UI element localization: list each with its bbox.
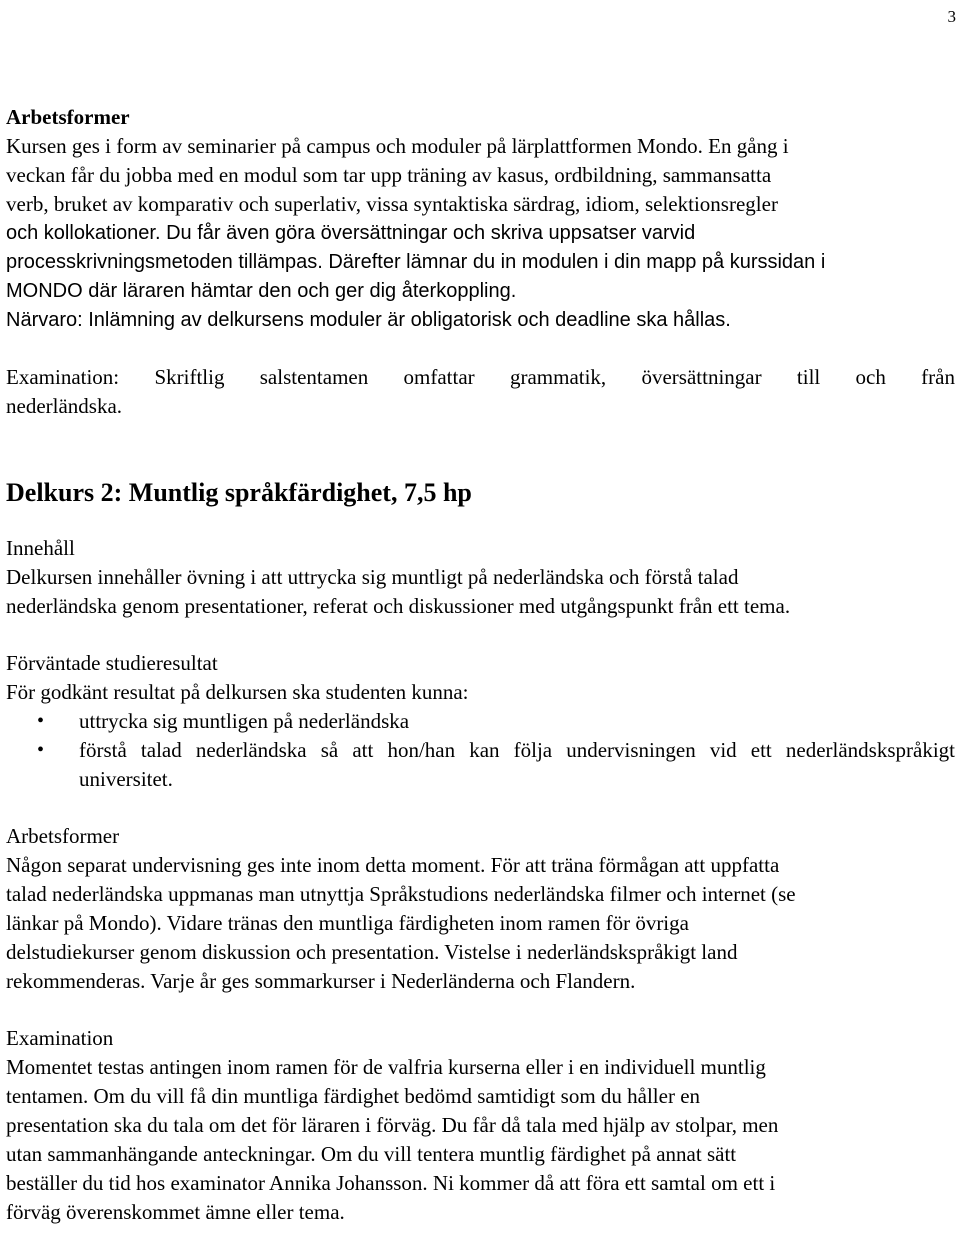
- work-heading: Arbetsformer: [6, 824, 120, 848]
- paragraph-line: Delkursen innehåller övning i att uttrycka sig muntligt på nederländska och förstå talad: [6, 565, 739, 589]
- paragraph-line: länkar på Mondo). Vidare tränas den muntliga färdigheten inom ramen för övriga: [6, 911, 689, 935]
- paragraph-line: presentation ska du tala om det för läraren i förväg. Du får då tala med hjälp av stolpar, men: [6, 1113, 779, 1137]
- section-heading-arbetsformer: Arbetsformer: [6, 105, 130, 129]
- list-item: [6, 707, 955, 736]
- paragraph-line: Kursen ges i form av seminarier på campus och moduler på lärplattformen Mondo. En gång i: [6, 134, 789, 158]
- paragraph-line: verb, bruket av komparativ och superlativ, vissa syntaktiska särdrag, idiom, selektionsregler: [6, 192, 778, 216]
- outcomes-intro: För godkänt resultat på delkursen ska studenten kunna:: [6, 680, 469, 704]
- paragraph-line: tentamen. Om du vill få din muntliga färdighet bedömd samtidigt som du håller en: [6, 1084, 701, 1108]
- page-number: 3: [947, 7, 956, 26]
- exam-heading: Examination: [6, 1026, 114, 1050]
- bullet-icon: •: [37, 710, 45, 732]
- document-body: [6, 103, 955, 1227]
- attendance-line: Närvaro: Inlämning av delkursens moduler är obligatorisk och deadline ska hållas.: [6, 309, 731, 331]
- list-item-text: förstå talad nederländska så att hon/han kan följa undervisningen vid ett nederländskspråkigt universitet.: [79, 738, 955, 791]
- paragraph-line: utan sammanhängande anteckningar. Om du vill tentera muntlig färdighet på annat sätt: [6, 1142, 737, 1166]
- paragraph-line: Någon separat undervisning ges inte inom detta moment. För att träna förmågan att uppfatta: [6, 853, 780, 877]
- outcomes-heading: Förväntade studieresultat: [6, 651, 218, 675]
- paragraph-line: beställer du tid hos examinator Annika Johansson. Ni kommer då att föra ett samtal om ett i: [6, 1171, 776, 1195]
- paragraph-line: förväg överenskommet ämne eller tema.: [6, 1200, 345, 1224]
- paragraph-line: och kollokationer. Du får även göra översättningar och skriva uppsatser varvid: [6, 222, 696, 244]
- examination-line-cont: nederländska.: [6, 394, 123, 418]
- bullet-icon: •: [37, 739, 45, 761]
- paragraph-line: delstudiekurser genom diskussion och presentation. Vistelse i nederländskspråkigt land: [6, 940, 738, 964]
- section-title: Delkurs 2: Muntlig språkfärdighet, 7,5 hp: [6, 478, 472, 507]
- paragraph-line: talad nederländska uppmanas man utnyttja Språkstudions nederländska filmer och internet (se: [6, 882, 796, 906]
- examination-line: Examination: Skriftlig salstentamen omfattar grammatik, översättningar till och från: [6, 365, 955, 389]
- list-item: [6, 736, 955, 794]
- content-heading: Innehåll: [6, 536, 75, 560]
- paragraph-line: processkrivningsmetoden tillämpas. Därefter lämnar du in modulen i din mapp på kurssidan i: [6, 251, 826, 273]
- paragraph-line: Momentet testas antingen inom ramen för de valfria kurserna eller i en individuell muntlig: [6, 1055, 766, 1079]
- list-item-text: uttrycka sig muntligen på nederländska: [79, 709, 410, 733]
- paragraph-line: rekommenderas. Varje år ges sommarkurser i Nederländerna och Flandern.: [6, 969, 636, 993]
- paragraph-line: veckan får du jobba med en modul som tar upp träning av kasus, ordbildning, sammansatta: [6, 163, 772, 187]
- paragraph-line: nederländska genom presentationer, referat och diskussioner med utgångspunkt från ett tema.: [6, 594, 791, 618]
- outcomes-list: [6, 707, 955, 794]
- paragraph-line: MONDO där läraren hämtar den och ger dig återkoppling.: [6, 280, 517, 302]
